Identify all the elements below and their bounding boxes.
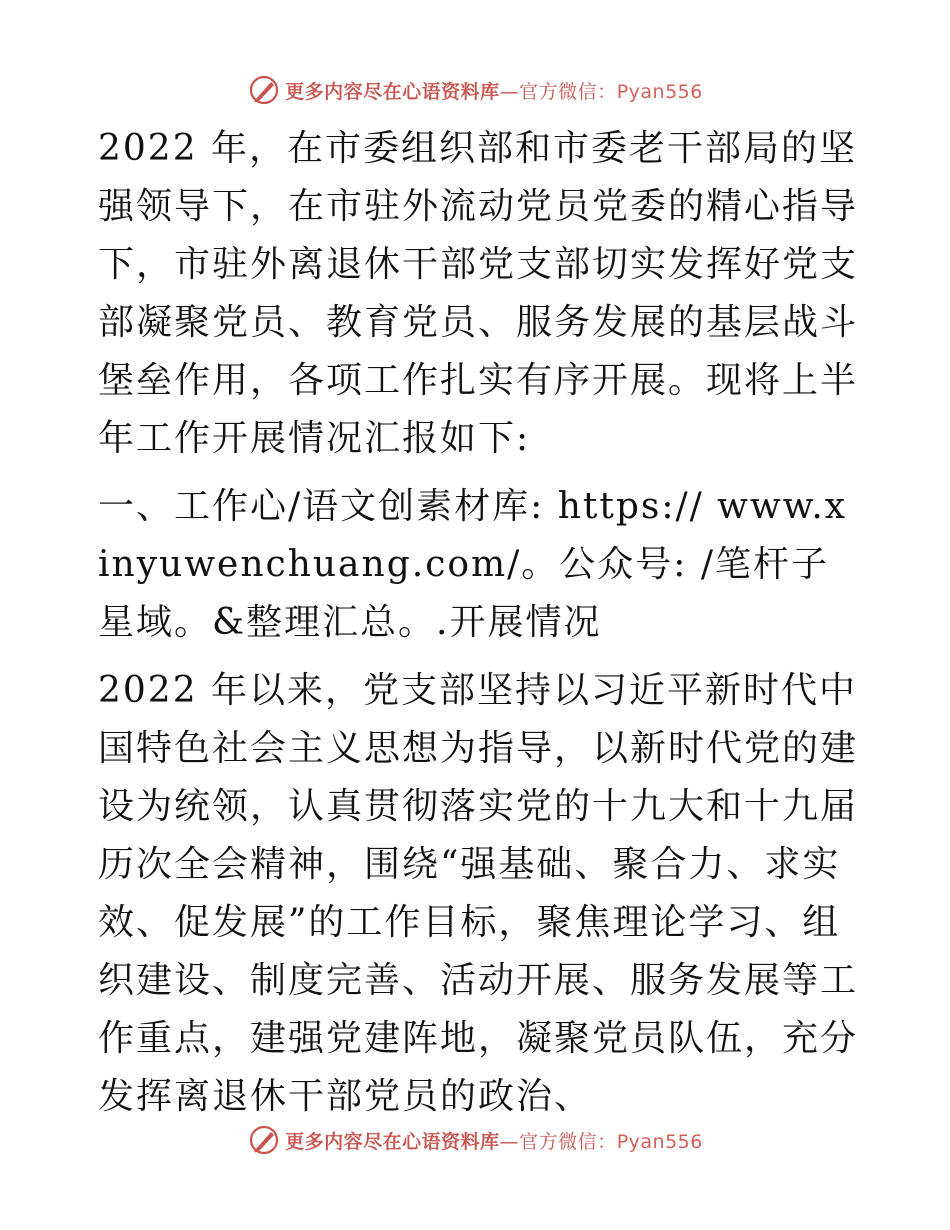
paragraph-section-heading: 一、工作心/语文创素材库: https:// www.xinyuwenchuang.com/。公众号: /笔杆子星域。&整理汇总。.开展情况 xyxy=(98,486,848,643)
footer-watermark-banner xyxy=(0,1122,950,1158)
banner-dash: — xyxy=(499,1130,520,1153)
banner-slogan: 更多内容尽在心语资料库 xyxy=(285,80,500,103)
banner-dash: — xyxy=(499,80,520,103)
paragraph-intro: 2022 年，在市委组织部和市委老干部局的坚强领导下，在市驻外流动党员党委的精心指导下，市驻外离退休干部党支部切实发挥好党支部凝聚党员、教育党员、服务发展的基层战斗堡垒作用，各项工作扎实有序开展。现将上半年工作开展情况汇报如下: xyxy=(98,128,859,459)
document-body xyxy=(98,120,858,1136)
banner-wechat-label: 官方微信： xyxy=(519,80,617,103)
banner-text xyxy=(285,77,703,104)
banner-wechat-id: Pyan556 xyxy=(616,80,703,103)
banner-wechat-id: Pyan556 xyxy=(616,1130,703,1153)
banner-text xyxy=(285,1127,703,1154)
quill-logo-icon xyxy=(247,73,281,107)
quill-logo-icon xyxy=(247,1123,281,1157)
banner-slogan: 更多内容尽在心语资料库 xyxy=(285,1130,500,1153)
header-watermark-banner xyxy=(0,72,950,108)
banner-wechat-label: 官方微信： xyxy=(519,1130,617,1153)
paragraph-work-summary: 2022 年以来，党支部坚持以习近平新时代中国特色社会主义思想为指导，以新时代党的建设为统领，认真贯彻落实党的十九大和十九届历次全会精神，围绕“强基础、聚合力、求实效、促发展”的工作目标，聚焦理论学习、组织建设、制度完善、活动开展、服务发展等工作重点，建强党建阵地，凝聚党员队伍，充分发挥离退休干部党员的政治、 xyxy=(98,670,859,1117)
